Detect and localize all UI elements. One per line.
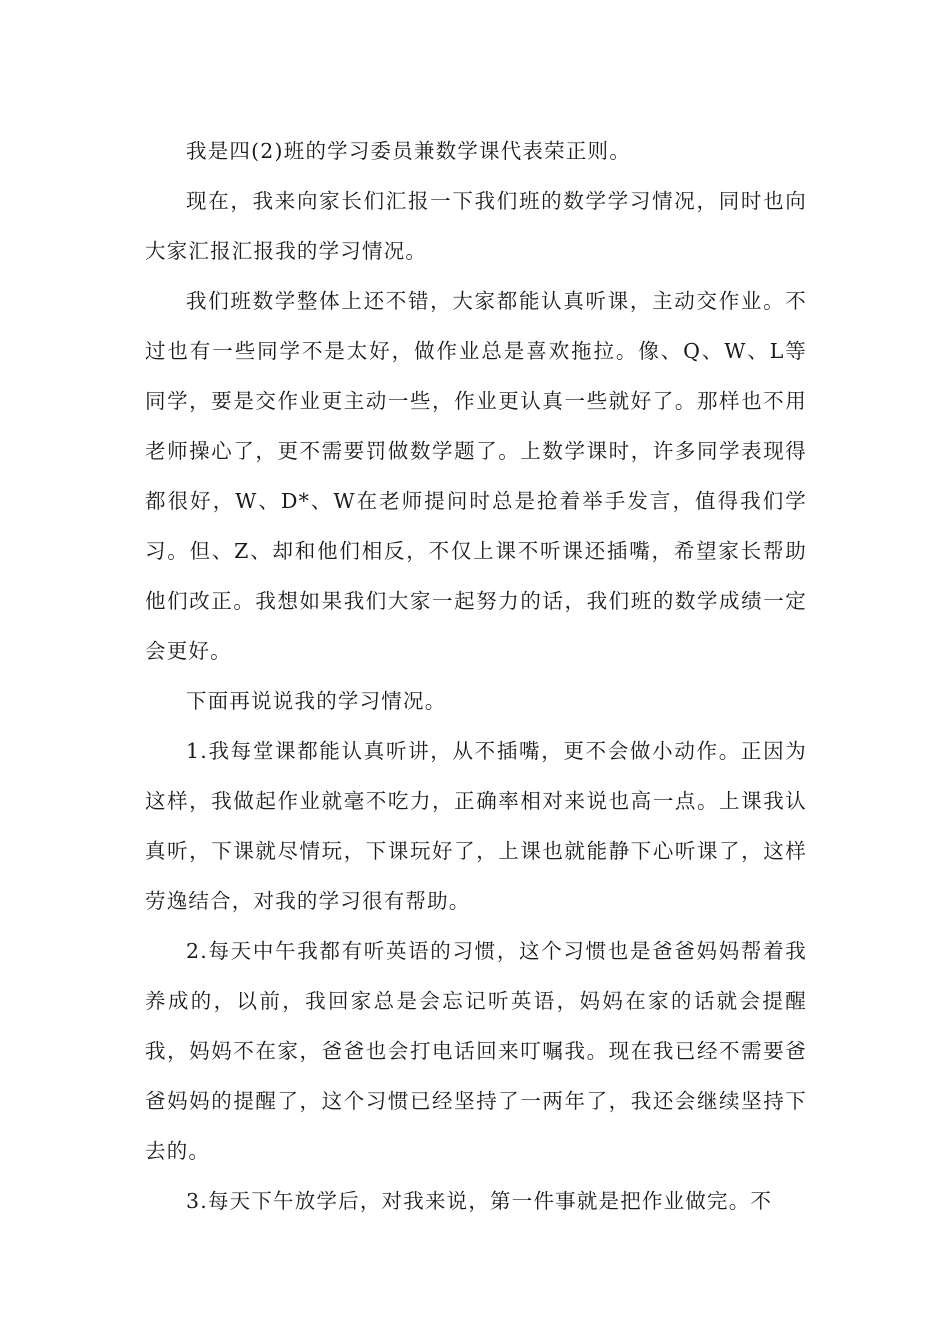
paragraph-class-situation: 我们班数学整体上还不错，大家都能认真听课，主动交作业。不过也有一些同学不是太好，做作业总是喜欢拖拉。像、Q、W、L等同学，要是交作业更主动一些，作业更认真一些就好了。那样也不用老师操心了，更不需要罚做数学题了。上数学课时，许多同学表现得都很好，W、D*、W在老师提问时总是抢着举手发言，值得我们学习。但、Z、却和他们相反，不仅上课不听课还插嘴，希望家长帮助他们改正。我想如果我们大家一起努力的话，我们班的数学成绩一定会更好。 xyxy=(145,289,807,663)
paragraph-transition: 下面再说说我的学习情况。 xyxy=(186,689,447,713)
paragraph-point-2: 2.每天中午我都有听英语的习惯，这个习惯也是爸爸妈妈帮着我养成的，以前，我回家总是会忘记听英语，妈妈在家的话就会提醒我，妈妈不在家，爸爸也会打电话回来叮嘱我。现在我已经不需要爸爸妈妈的提醒了，这个习惯已经坚持了一两年了，我还会继续坚持下去的。 xyxy=(145,939,807,1163)
paragraph-point-1: 1.我每堂课都能认真听讲，从不插嘴，更不会做小动作。正因为这样，我做起作业就毫不吃力，正确率相对来说也高一点。上课我认真听，下课就尽情玩，下课玩好了，上课也就能静下心听课了，这样劳逸结合，对我的学习很有帮助。 xyxy=(145,739,807,913)
paragraph-report-purpose: 现在，我来向家长们汇报一下我们班的数学学习情况，同时也向大家汇报汇报我的学习情况。 xyxy=(145,189,807,263)
paragraph-intro: 我是四(2)班的学习委员兼数学课代表荣正则。 xyxy=(186,139,631,163)
document-body xyxy=(145,126,807,1226)
paragraph-point-3: 3.每天下午放学后，对我来说，第一件事就是把作业做完。不 xyxy=(186,1189,773,1213)
